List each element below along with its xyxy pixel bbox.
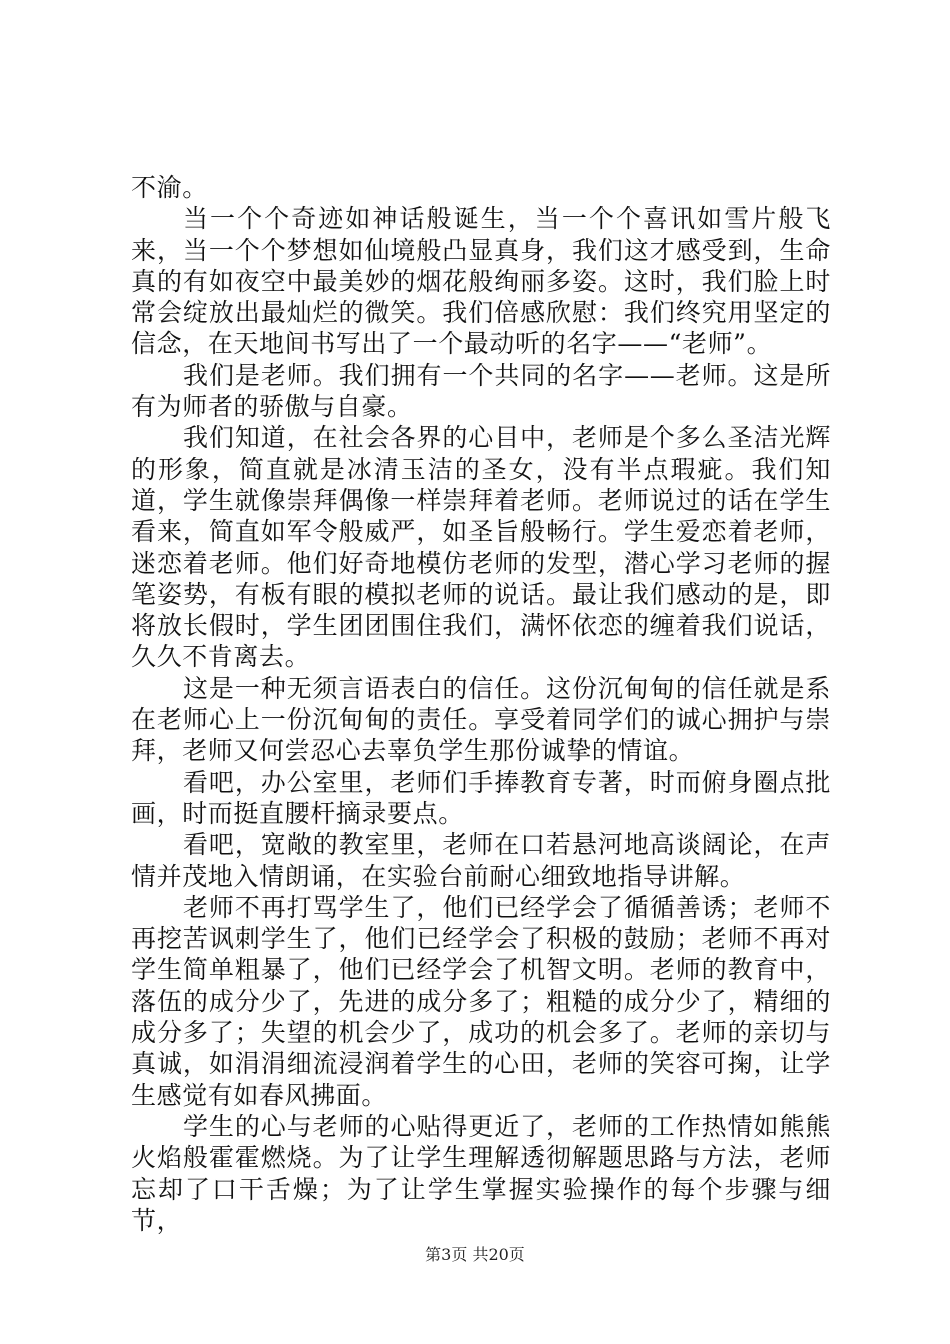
paragraph-4: 我们知道，在社会各界的心目中，老师是个多么圣洁光辉的形象，简直就是冰清玉洁的圣女，没有半点瑕疵。我们知道，学生就像崇拜偶像一样崇拜着老师。老师说过的话在学生看来，简直如军令般威严，如圣旨般畅行。学生爱恋着老师，迷恋着老师。他们好奇地模仿老师的发型，潜心学习老师的握笔姿势，有板有眼的模拟老师的说话。最让我们感动的是，即将放长假时，学生团团围住我们，满怀依恋的缠着我们说话，久久不肯离去。: [131, 423, 831, 672]
paragraph-1: 不渝。: [131, 173, 208, 202]
paragraph-2: 当一个个奇迹如神话般诞生，当一个个喜讯如雪片般飞来，当一个个梦想如仙境般凸显真身，我们这才感受到，生命真的有如夜空中最美妙的烟花般绚丽多姿。这时，我们脸上时常会绽放出最灿烂的微笑。我们倍感欣慰：我们终究用坚定的信念，在天地间书写出了一个最动听的名字——“老师”。: [131, 204, 831, 359]
paragraph-9: 学生的心与老师的心贴得更近了，老师的工作热情如熊熊火焰般霍霍燃烧。为了让学生理解透彻解题思路与方法，老师忘却了口干舌燥；为了让学生掌握实验操作的每个步骤与细节，: [131, 1111, 831, 1235]
paragraph-7: 看吧，宽敞的教室里，老师在口若悬河地高谈阔论，在声情并茂地入情朗诵，在实验台前耐心细致地指导讲解。: [131, 830, 831, 891]
paragraph-6: 看吧，办公室里，老师们手捧教育专著，时而俯身圈点批画，时而挺直腰杆摘录要点。: [131, 767, 831, 828]
paragraph-5: 这是一种无须言语表白的信任。这份沉甸甸的信任就是系在老师心上一份沉甸甸的责任。享受着同学们的诚心拥护与崇拜，老师又何尝忍心去辜负学生那份诚挚的情谊。: [131, 673, 831, 766]
document-body: [131, 172, 831, 1236]
page-number-footer: 第3页 共20页: [425, 1245, 525, 1264]
paragraph-3: 我们是老师。我们拥有一个共同的名字——老师。这是所有为师者的骄傲与自豪。: [131, 360, 831, 422]
paragraph-8: 老师不再打骂学生了，他们已经学会了循循善诱；老师不再挖苦讽刺学生了，他们已经学会了积极的鼓励；老师不再对学生简单粗暴了，他们已经学会了机智文明。老师的教育中，落伍的成分少了，先进的成分多了；粗糙的成分少了，精细的成分多了；失望的机会少了，成功的机会多了。老师的亲切与真诚，如涓涓细流浸润着学生的心田，老师的笑容可掬，让学生感觉有如春风拂面。: [131, 892, 831, 1110]
